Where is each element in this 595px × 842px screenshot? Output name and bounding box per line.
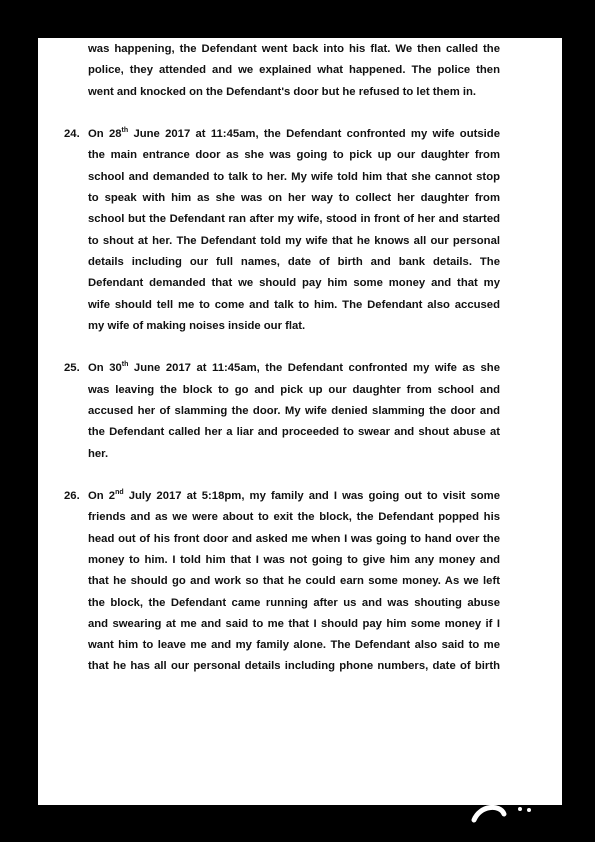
- text-segment: July 2017 at 5:18pm, my family and I was going out to visit some: [123, 490, 500, 502]
- text-line: was happening, the Defendant went back into his flat. We then called the: [88, 43, 500, 55]
- text-line: went and knocked on the Defendant's door but he refused to let them in.: [88, 85, 477, 98]
- text-line: school but the Defendant ran after my wife, stood in front of her and started: [88, 213, 500, 226]
- text-segment: June 2017 at 11:45am, the Defendant confronted my wife as she: [128, 362, 500, 375]
- text-line: head out of his front door and asked me when I was going to hand over the: [88, 532, 500, 545]
- document-page: [38, 38, 562, 805]
- text-line: friends and as we were about to exit the block, the Defendant popped his: [88, 511, 500, 524]
- text-line: wife should tell me to come and talk to him. The Defendant also accused: [88, 298, 500, 311]
- text-line: that he has all our personal details including phone numbers, date of birth: [88, 660, 500, 673]
- text-segment: On 28: [88, 128, 122, 141]
- text-line: was leaving the block to go and pick up our daughter from school and: [88, 383, 500, 396]
- text-line: accused her of slamming the door. My wife denied slamming the door and: [88, 404, 500, 417]
- text-line: and swearing at me and said to me that I should pay him some money if I: [88, 617, 500, 630]
- signature-mark: [434, 802, 544, 842]
- paragraph-number: 26.: [64, 490, 80, 502]
- text-line: [88, 489, 500, 503]
- ordinal-suffix: nd: [115, 489, 124, 497]
- text-line: money to him. I told him that I was not going to give him any money and: [88, 553, 500, 566]
- ordinal-suffix: th: [121, 127, 129, 135]
- text-line: the block, the Defendant came running after us and was shouting abuse: [88, 596, 500, 609]
- text-segment: June 2017 at 11:45am, the Defendant confronted my wife outside: [128, 128, 500, 141]
- text-line: to speak with him as she was on her way to collect her daughter from: [88, 192, 500, 204]
- text-line: details including our full names, date of birth and bank details. The: [88, 255, 500, 268]
- text-line: her.: [88, 447, 109, 460]
- text-line: my wife of making noises inside our flat.: [88, 319, 306, 332]
- text-line: the Defendant called her a liar and proceeded to swear and shout abuse at: [88, 426, 500, 439]
- text-line: police, they attended and we explained what happened. The police then: [88, 64, 500, 77]
- text-line: that he should go and work so that he could earn some money. As we left: [88, 575, 500, 588]
- text-segment: On 2: [88, 490, 116, 502]
- text-line: [88, 127, 500, 141]
- text-line: [88, 361, 500, 375]
- text-line: the main entrance door as she was going to pick up our daughter from: [88, 149, 500, 162]
- text-line: Defendant demanded that we should pay him some money and that my: [88, 277, 500, 290]
- text-line: school and demanded to talk to her. My wife told him that she cannot stop: [88, 170, 500, 183]
- paragraph-number: 25.: [64, 362, 80, 375]
- paragraph-number: 24.: [64, 128, 80, 141]
- text-segment: On 30: [88, 362, 122, 375]
- text-line: want him to leave me and my family alone. The Defendant also said to me: [88, 639, 500, 652]
- text-line: to shout at her. The Defendant told my wife that he knows all our personal: [88, 234, 500, 247]
- ordinal-suffix: th: [121, 361, 129, 369]
